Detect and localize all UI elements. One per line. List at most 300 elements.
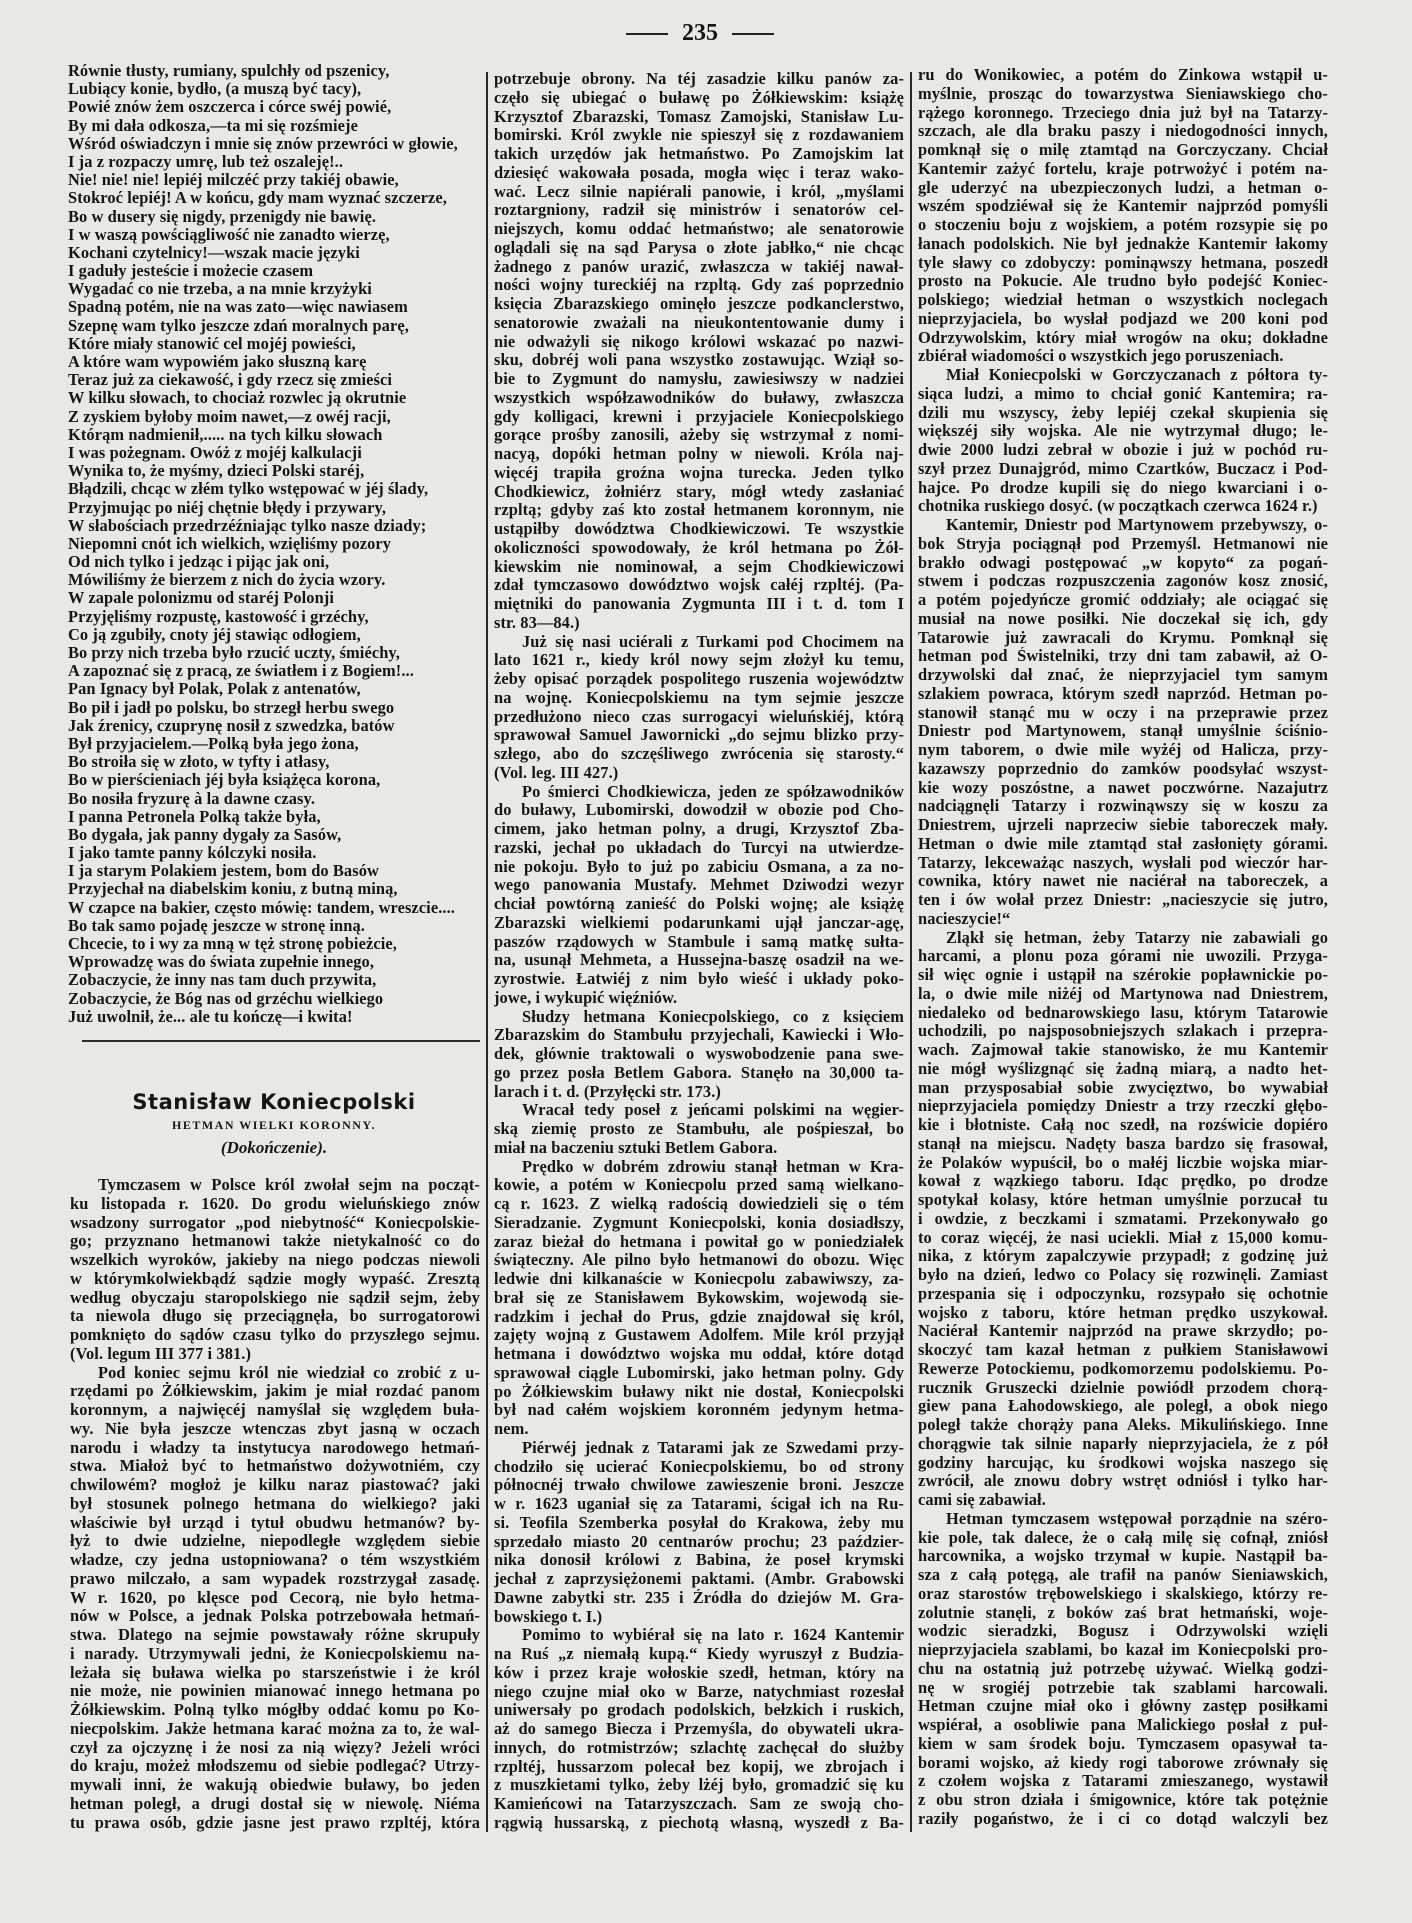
text-line: przespania się i odpoczynku, rozsypało się ochotnie	[918, 1284, 1328, 1303]
text-line: zaraz bieżał do hetmana i powitał go w poniedziałek	[494, 1232, 904, 1251]
poem-line: Bo w pierścieniach jéj była książęca korona,	[68, 771, 381, 790]
text-line: stanął na miejscu. Nadęty basza bardzo się frasował,	[918, 1134, 1328, 1153]
poem-line: Pan Ignacy był Polak, Polak z antenatów,	[68, 680, 361, 699]
paragraph	[918, 929, 1328, 1510]
text-line: Zląkł się hetman, żeby Tatarzy nie zabawiali go	[946, 928, 1328, 947]
poem-line: Lubiący konie, bydło, (a muszą być tacy),	[68, 80, 362, 99]
poem-line: A zapoznać się z pracą, ze światłem i z Bogiem!...	[68, 662, 414, 681]
text-line: bowskiego t. I.)	[494, 1607, 603, 1626]
text-line: zbiérał wiadomości o wszystkich jego poruszeniach.	[918, 347, 1284, 366]
poem-line: Jak źrenicy, czuprynę nosił z szwedzka, batów	[68, 716, 395, 735]
poem-line: Wynika to, że myśmy, dzieci Polski staréj,	[68, 462, 365, 481]
text-line: wach. Zajmował takie stanowisko, że mu Kantemir	[918, 1041, 1328, 1059]
text-line: nacieszycie!“	[918, 909, 1011, 928]
text-line: miętniki do panowania Zygmunta III i t. d. tom I	[494, 595, 904, 613]
paragraph	[494, 633, 904, 783]
article-column-2	[494, 70, 904, 1833]
text-line: szlakiem powraca, którym szedł naprzód. Hetman po-	[918, 684, 1328, 703]
text-line: z muszkietami tylko, żeby lżéj było, gromadzić się ku	[494, 1776, 904, 1795]
text-line: razski, jechał po układach do Turcyi na utwierdze-	[494, 838, 904, 857]
text-line: w którymkolwiekbądź sądzie mogły wypaść. Zresztą	[70, 1269, 480, 1288]
poem-line: Zobaczycie, że Bóg nas od grzéchu wielkiego	[68, 989, 384, 1008]
text-line: nika, z którym zapalczywie przypadł; z godzinę już	[918, 1247, 1328, 1266]
text-line: skoczyć tam kazał hetman z pułkiem Stanisławowi	[918, 1341, 1328, 1359]
text-line: zajęty wojną z Gustawem Adolfem. Mile król przyjął	[494, 1326, 904, 1345]
text-line: a potém pojedyńcze gromić oddziały; ale ociągać się	[918, 591, 1328, 609]
text-line: Hetman o dwie mile ztamtąd stał zasłonięty górami.	[918, 834, 1328, 853]
text-line: chodziło się ucierać Koniecpolskiemu, bo od strony	[494, 1457, 904, 1476]
poem-line: I w waszą powściągliwość nie zanadto wierzę,	[68, 225, 390, 244]
text-line: musiał na nowe posiłki. Nie doczekał się ich, gdy	[918, 609, 1328, 628]
text-line: wodzic sieradzki, Bogusz i Odrzywolski wzięli	[918, 1622, 1328, 1641]
text-line: rzędami po Żółkiewskim, jakim je miał rozdać panom	[70, 1382, 480, 1401]
text-line: chciał powtórną zanieść do Polski wojnę; ale książę	[494, 895, 904, 913]
text-line: leżała się buława wielka po starszeństwie i że król	[70, 1663, 480, 1682]
text-line: rzpltą; gdyby zaś kto został hetmanem koronnym, nie	[494, 501, 904, 520]
text-line: Zbarazskim do Stambułu przyjechali, Kawiecki i Wło-	[494, 1026, 904, 1045]
paragraph	[494, 1158, 904, 1439]
poem-line: Wprowadzę was do świata zupełnie innego,	[68, 953, 375, 972]
text-line: nieprzyjaciela szablami, bo kazał im Koniecpolski pro-	[918, 1641, 1328, 1659]
paragraph	[918, 66, 1328, 366]
text-line: mywali inni, że wakują obiedwie buławy, bo jeden	[70, 1776, 480, 1794]
text-line: dzili mu wszyscy, żeby lepiéj czekał skupienia się	[918, 403, 1328, 422]
page-number	[612, 20, 788, 47]
text-line: stanowił stanąć mu w oczy i na przeprawie przez	[918, 703, 1328, 722]
text-line: aż do samego Biecza i Przemyśla, do obywateli ukra-	[494, 1720, 904, 1738]
text-line: polskiego; wiedział hetman o wszystkich noclegach	[918, 291, 1328, 309]
text-line: Miał Koniecpolski w Gorczyczanach z półtora ty-	[946, 366, 1328, 384]
text-line: świąteczny. Ale pilno było hetmanowi do obozu. Więc	[494, 1251, 904, 1270]
article-column-3	[918, 66, 1328, 1829]
text-line: sza z całą potęgą, ale trafił na panów Sieniawskich,	[918, 1566, 1328, 1584]
text-line: go przez posła Betlem Gabora. Stanęło na 30,000 ta-	[494, 1063, 904, 1082]
text-line: Sieradzanie. Zygmunt Koniecpolski, konia dosiadłszy,	[494, 1213, 904, 1232]
poem-line: A które wam wypowiém jako słuszną karę	[68, 353, 367, 371]
text-line: Chodkiewicz, żołniérz stary, mógł wtedy zasłaniać	[494, 482, 904, 501]
text-line: wspiérał, a osobliwie pana Malickiego posłał z puł-	[918, 1716, 1328, 1734]
text-line: Prędko w dobrém zdrowiu stanął hetman w Kra-	[522, 1157, 904, 1176]
text-line: niecpolskim. Jakże hetmana karać można za to, że wal-	[70, 1719, 480, 1738]
text-line: władze, czy jedna ustopniowana? o tém wszystkiém	[70, 1551, 480, 1569]
article-note: (Dokończenie).	[220, 1138, 328, 1157]
text-line: rągwią hussarską, z piechotą własną, wyszedł z Ba-	[494, 1813, 904, 1832]
text-line: i narady. Utrzymywali jedni, że Koniecpolskiemu na-	[70, 1644, 480, 1663]
text-line: że Polaków wypuścił, bo o małéj liczbie wojska miar-	[918, 1153, 1328, 1172]
text-line: nadciągnęli Tatarzy i rozwinąwszy się w koszu za	[918, 797, 1328, 816]
text-line: Wracał tedy poseł z jeńcami polskimi na węgier-	[522, 1101, 904, 1120]
paragraph	[494, 70, 904, 633]
poem-line: Bo stroiła się w złoto, w tyfty i atłasy,	[68, 753, 330, 772]
text-line: chu na ostatnią już potrzebę używać. Wielką godzi-	[918, 1659, 1328, 1678]
poem-line: Był przyjacielem.—Polką była jego żona,	[68, 734, 359, 753]
poem-line: I jako tamte panny kólczyki nosiła.	[68, 844, 317, 863]
text-line: kiewskim nie nominował, a sejm Chodkiewiczowi	[494, 557, 904, 576]
column-rule-1	[486, 72, 488, 1832]
text-line: nów w Polsce, a jednak Polska potrzebowała hetmań-	[70, 1607, 480, 1626]
poem-line: Bo tak samo pojadę jeszcze w stronę inną.	[68, 916, 365, 935]
poem-line: Kochani czytelnicy!—wszak macie języki	[68, 243, 360, 262]
poem-line: Z zyskiem byłoby moim nawet,—z owéj racji,	[68, 407, 391, 426]
text-line: dek, głównie traktowali o wyswobodzenie pana swe-	[494, 1045, 904, 1063]
text-line: stwa. Dlatego na sejmie powstawały różne skrupuły	[70, 1626, 480, 1644]
text-line: rzpltéj, hussarzom polecał bez kopij, we zbrojach i	[494, 1757, 904, 1776]
article-title: Stanisław Koniecpolski	[132, 1090, 416, 1114]
poem-line: Zobaczycie, że inny nas tam duch przywita,	[68, 971, 377, 990]
text-line: ledwie dni kilkanaście w Koniecpolu zabawiwszy, za-	[494, 1270, 904, 1288]
poem-line: Nie! nie! nie! lepiéj milczéć przy takiéj obawie,	[68, 171, 399, 190]
text-line: niedaleko od bednarowskiego lasu, którym Tatarowie	[918, 1003, 1328, 1022]
text-line: harcownika, a wojsko trzymał w kupie. Nastąpił ba-	[918, 1547, 1328, 1566]
text-line: radzkim i jechał do Prus, gdzie znajdował się król,	[494, 1307, 904, 1326]
text-line: był stosunek polnego hetmana do wielkiego? jaki	[70, 1494, 480, 1513]
article-column-1	[70, 1176, 480, 1832]
poem-line: I panna Petronela Polką także była,	[68, 807, 321, 826]
paragraph	[494, 1101, 904, 1157]
text-line: Pod koniec sejmu król nie wiedział co zrobić z u-	[98, 1363, 480, 1382]
text-line: rucznik Gruszecki dzielnie powiódł przodem chorą-	[918, 1378, 1328, 1397]
text-line: raziły pogaństwo, że i ci co dotąd walczyli bez	[918, 1809, 1328, 1828]
poem-line: Od nich tylko i jedząc i pijąc jak oni,	[68, 553, 330, 572]
text-line: i owdzie, z beczkami i szmatami. Przekonywało go	[918, 1209, 1328, 1228]
text-line: z obu stron działa i śmigownice, które tak potężnie	[918, 1791, 1328, 1809]
poem-line: I ja z rozpaczy umrę, lub też oszaleję!..	[68, 152, 344, 171]
poem-line: W kilku słowach, to chociaż rozwlec ją okrutnie	[68, 389, 407, 408]
poem-line: Szepnę wam tylko jeszcze zdań moralnych parę,	[68, 316, 409, 335]
text-line: jowe, i wykupić więźniów.	[494, 988, 678, 1007]
text-line: na Ruś „z niemałą kupą.“ Kiedy wyruszył z Budzia-	[494, 1645, 904, 1663]
poem-line: Chcecie, to i wy za mną w tęż stronę pobieżcie,	[68, 935, 397, 953]
paragraph	[494, 1008, 904, 1102]
text-line: nie mógł wyślizgnąć się żadną miarą, a nadto het-	[918, 1059, 1328, 1078]
text-line: kie wozy poszóstne, a nawet poczwórne. Nazajutrz	[918, 778, 1328, 797]
text-line: Krzysztof Zbarazski, Tomasz Zamojski, Stanisław Lu-	[494, 107, 904, 126]
text-line: cimem, jako hetman polny, a drugi, Krzysztof Zba-	[494, 820, 904, 838]
text-line: Żółkiewskim. Polną tylko mógłby oddać komu po Ko-	[70, 1701, 480, 1719]
text-line: hajce. Po drodze kupili się do niego kwarciani i o-	[918, 478, 1328, 497]
poem-line: Bo w dusery się nigdy, przenigdy nie bawię.	[68, 207, 377, 226]
poem-line: Teraz już za ciekawość, i gdy rzecz się zmieści	[68, 371, 393, 390]
text-line: stwem i podczas rozpuszczenia zagonów kosz znosić,	[918, 572, 1328, 591]
text-line: po Żółkiewskim buławy nikt nie dostał, Koniecpolski	[494, 1382, 904, 1401]
text-line: la, o dwie mile niżéj od Martynowa nad Dniestrem,	[918, 984, 1328, 1003]
text-line: sprawował ciągle Lubomirski, jako hetman polny. Gdy	[494, 1363, 904, 1382]
poem-line: Które miały stanowić cel mojéj powieści,	[68, 334, 356, 353]
paragraph	[70, 1364, 480, 1833]
text-line: W r. 1620, po klęsce pod Cecorą, nie było hetma-	[70, 1588, 480, 1607]
text-line: sił więc ognie i ustąpił na szérokie popławnickie po-	[918, 966, 1328, 984]
text-line: wsadzony surrogator „pod niebytność“ Koniecpolskie-	[70, 1213, 480, 1232]
text-line: Kantemir zażyć fortelu, kraje potrwożyć i potém na-	[918, 159, 1328, 178]
text-line: szczach, ale dla braku paszy i niedogodności innych,	[918, 122, 1328, 141]
text-line: prawo milczało, a sam wypadek rozstrzygał zasadę.	[70, 1569, 480, 1588]
text-line: pomknięto do sądów czasu tylko do przyszłego sejmu.	[70, 1326, 480, 1344]
poem-line: Bo nosiła fryzurę à la dawne czasy.	[68, 789, 316, 808]
text-line: spotykał kolasy, które hetman umyślnie porzucał tu	[918, 1191, 1328, 1209]
text-line: nem.	[494, 1420, 529, 1438]
article-subtitle: HETMAN WIELKI KORONNY.	[171, 1118, 377, 1132]
text-line: Tymczasem w Polsce król zwołał sejm na począt-	[98, 1176, 480, 1194]
text-line: według obyczaju staropolskiego nie sądził sejm, żeby	[70, 1288, 480, 1307]
text-line: wojsko z taboru, które hetman prędko uszykował.	[918, 1303, 1328, 1322]
text-line: kie pole, tak dalece, że o całą milę się cofnął, zniósł	[918, 1528, 1328, 1547]
text-line: księcia Zbarazskiego ominęło jeszcze podkanclerstwo,	[494, 295, 904, 313]
text-line: prosto na Pokucie. Ale trudno było podejść Koniec-	[918, 272, 1328, 291]
poem-line: Już uwolnił, że... ale tu kończę—i kwita!	[68, 1007, 353, 1026]
text-line: rążego koronnego. Trzeciego dnia już był na Tatarzy-	[918, 103, 1328, 122]
text-line: Hetman tymczasem wstępował porządnie na széro-	[946, 1509, 1328, 1528]
text-line: Hetman czujne miał oko i główny zastęp posiłkami	[918, 1697, 1328, 1716]
text-line: innych, do rotmistrzów; szlachtę zachęcał do służby	[494, 1738, 904, 1757]
text-line: Zbarazski wielkiemi podarunkami ujął janczar-agę,	[494, 913, 904, 932]
page-number-text: 235	[682, 20, 718, 46]
text-line: bie to Zygmunt do namysłu, zawiesiwszy w nadziei	[494, 370, 904, 388]
text-line: gdy kolligaci, krewni i przyjaciele Koniecpolskiego	[494, 407, 904, 426]
poem-line: I was pożegnam. Owóż z mojéj kalkulacji	[68, 443, 362, 462]
text-line: man przysposabiał sobie zwycięztwo, bo wywabiał	[918, 1078, 1328, 1097]
text-line: Piérwéj jednak z Tatarami jak ze Szwedami przy-	[522, 1438, 904, 1457]
text-line: chwilowém? mogłoż je kilku naraz piastować? jaki	[70, 1476, 480, 1494]
text-line: nika donosił królowi z Babina, że poseł krymski	[494, 1551, 904, 1570]
text-line: Dawne zabytki str. 235 i Źródła do dziejów M. Gra-	[494, 1588, 904, 1607]
text-line: cownika, który nawet nie naciérał na taboreczek, a	[918, 872, 1328, 891]
text-line: str. 83—84.)	[494, 613, 580, 632]
text-line: myślnie, prosząc do towarzystwa Sieniawskiego cho-	[918, 84, 1328, 103]
poem-line: Przyjechał na diabelskim koniu, z butną miną,	[68, 880, 398, 899]
text-line: tyle sławy co zdobyczy: pominąwszy hetmana, poszedł	[918, 253, 1328, 272]
text-line: dwie 2000 ludzi zebrał w obozie i już w pochód ru-	[918, 441, 1328, 459]
text-line: brakło odwagi postępować „w kopyto“ za pogań-	[918, 553, 1328, 572]
text-line: go; przyznano hetmanowi także nietykalność co do	[70, 1232, 480, 1251]
text-line: (Vol. legum III 377 i 381.)	[70, 1344, 252, 1363]
text-line: cą r. 1623. Z wielką radością dowiedzieli się o tém	[494, 1195, 904, 1213]
poem-line: Bo pił i jadł po polsku, bo strzegł herbu swego	[68, 698, 395, 717]
paragraph	[918, 516, 1328, 929]
text-line: borami wojsko, aż kiedy rogi taborowe zrównały się	[918, 1753, 1328, 1772]
text-line: zwrócił, ale znowu dobry wstręt odniósł i tylko har-	[918, 1472, 1328, 1491]
poem-column	[68, 62, 482, 1026]
text-line: ustąpiłby dowództwa Chodkiewiczowi. Te wszystkie	[494, 520, 904, 538]
poem-line: Mówiliśmy że bierzem z nich do życia wzory.	[68, 571, 386, 590]
text-line: kował z wązkiego taboru. Idąc prędko, po drodze	[918, 1172, 1328, 1191]
text-line: ten i ów wołał przez Dniestr: „nacieszycie się jutro,	[918, 891, 1328, 909]
text-line: ru do Wonikowiec, a potém do Zinkowa wstąpił u-	[918, 66, 1328, 84]
text-line: stwa. Miałoż być to hetmaństwo dożywotniém, czy	[70, 1457, 480, 1476]
text-line: miał na baczeniu sztuki Betlem Gabora.	[494, 1138, 778, 1157]
text-line: gle uderzyć na ubezpieczonych ludzi, a hetman o-	[918, 178, 1328, 197]
text-line: koronnym, a najwięcéj namyślał się względem buła-	[70, 1401, 480, 1419]
text-line: niego czujne miał oko w Barze, natychmiast rozesłał	[494, 1682, 904, 1701]
text-line: potrzebuje obrony. Na téj zasadzie kilku panów za-	[494, 70, 904, 88]
text-line: na wojnę. Koniecpolskiemu na tym sejmie jeszcze	[494, 688, 904, 707]
text-line: cami się zabawiał.	[918, 1491, 1046, 1509]
poem-line: Równie tłusty, rumiany, spulchły od pszenicy,	[68, 62, 390, 80]
text-line: Kantemir, Dniestr pod Martynowem przebywszy, o-	[946, 516, 1328, 534]
text-line: właściwie był urząd i tytuł obudwu hetmanów? by-	[70, 1513, 480, 1532]
text-line: chotnika ruskiego dosyć. (w początkach czerwca 1624 r.)	[918, 497, 1318, 516]
text-line: bomirski. Król zwykle nie spieszył się z rozdawaniem	[494, 126, 904, 145]
text-line: Rewerze Potockiemu, podkomorzemu podolskiemu. Po-	[918, 1359, 1328, 1378]
poem-line: Stokroć lepiéj! A w końcu, gdy mam wyznać szczerze,	[68, 189, 447, 208]
text-line: uniwersały po grodach podolskich, bełzkich i ruskich,	[494, 1701, 904, 1720]
text-line: oraz starostów trębowelskiego i skalskiego, którzy re-	[918, 1584, 1328, 1603]
text-line: o stoczeniu boju z wojskiem, a potém rozsypie się po	[918, 216, 1328, 234]
text-line: brał się ze Stanisławem Bykowskim, wojewodą sie-	[494, 1288, 904, 1307]
text-line: nie może, nie powinien mianować innego hetmana po	[70, 1682, 480, 1701]
text-line: dziesięć wakowała posada, mogła więc i teraz wako-	[494, 163, 904, 182]
poem-line: Bo dygała, jak panny dygały za Sasów,	[68, 825, 342, 844]
text-line: pomknął się o milę ztamtąd na Gorczyczany. Chciał	[918, 141, 1328, 159]
text-line: hetman pod Świstelniki, trzy dni tam zabawił, aż O-	[918, 647, 1328, 666]
text-line: jechał z zaprzysiężonemi paktami. (Ambr. Grabowski	[494, 1570, 904, 1588]
poem-line: Niepomni cnót ich wielkich, wzięliśmy pozory	[68, 534, 392, 553]
text-line: wszém spodziéwał się że Kantemir najprzód pomyśli	[918, 197, 1328, 216]
poem-line: Spadną potém, nie na was zato—więc nawiasem	[68, 298, 408, 317]
text-line: Dniestrem, ujrzeli naprzeciw siebie taboreczek mały.	[918, 816, 1328, 834]
text-line: roztargniony, radził się ministrów i senatorów cel-	[494, 201, 904, 220]
text-line: sku, dobréj woli pana wszystko zostawując. Wziął so-	[494, 351, 904, 370]
text-line: nę w srogiéj potrzebie tak szablami harcowali.	[918, 1678, 1328, 1697]
text-line: drzywolski dał znać, że nieprzyjaciel tym samym	[918, 666, 1328, 684]
section-divider	[82, 1040, 480, 1042]
text-line: giew pana Łahodowskiego, ale poległ, a obok niego	[918, 1397, 1328, 1416]
text-line: łanach podolskich. Nie był jednakże Kantemir łakomy	[918, 234, 1328, 253]
text-line: było na dzień, ledwo co Polacy się rozwinęli. Zamiast	[918, 1266, 1328, 1284]
text-line: ków i przez kraje wołoskie szedł, hetman, który na	[494, 1663, 904, 1682]
paragraph	[918, 366, 1328, 516]
text-line: uchodzili, po najsposobniejszych szlakach i przepra-	[918, 1022, 1328, 1041]
text-line: Tatarowie już zawracali do Krymu. Pomknął się	[918, 628, 1328, 647]
text-line: takich urzędów jak hetmaństwo. Po Zamojskim lat	[494, 145, 904, 163]
text-line: Słudzy hetmana Koniecpolskiego, co z księciem	[522, 1007, 904, 1026]
text-line: ności wojny tureckiéj na rzpltą. Gdy zaś poprzednio	[494, 276, 904, 295]
text-line: częło się ubiegać o buławę po Żółkiewskim: książę	[494, 88, 904, 107]
text-line: niejszych, komu oddać hetmaństwo; ale senatorowie	[494, 220, 904, 238]
paragraph	[70, 1176, 480, 1364]
text-line: sprzedało miasto 20 centnarów prochu; 23 paździer-	[494, 1532, 904, 1551]
text-line: Odrzywolskim, który miał wrogów na oku; dokładne	[918, 328, 1328, 347]
text-line: si. Teofila Szemberka posyłał do Krakowa, żeby mu	[494, 1513, 904, 1532]
column-rule-2	[910, 72, 912, 1832]
text-line: ską ziemię prosto ze Stambułu, ale pośpieszał, bo	[494, 1120, 904, 1138]
poem-line: I gaduły jesteście i możecie czasem	[68, 262, 314, 281]
text-line: Pomimo to wybiérał się na lato r. 1624 Kantemir	[522, 1626, 904, 1645]
poem-line: I ja starym Polakiem jestem, bom do Basów	[68, 862, 379, 881]
text-line: godziny harcując, ku środkowi wojska naszego się	[918, 1453, 1328, 1472]
text-line: do kraju, możeż młodszemu od siebie podlegać? Utrzy-	[70, 1757, 480, 1776]
text-line: ta niewola długo się przeciągnęła, bo surrogatorowi	[70, 1307, 480, 1326]
poem-line: By mi dała odkosza,—ta mi się rozśmieje	[68, 116, 358, 135]
paragraph	[494, 783, 904, 1008]
poem-line: Błądzili, chcąc w złém tylko wstępować w jéj ślady,	[68, 480, 429, 499]
text-line: łyż to dwie udzielne, niepodległe względem siebie	[70, 1532, 480, 1551]
poem-line: W słabościach przedrzéźniając tylko nasze dziady;	[68, 516, 427, 535]
text-line: kowie, a potém w Koniecpolu przed samą wielkano-	[494, 1176, 904, 1195]
poem-line: Powié znów żem oszczerca i córce swéj powié,	[68, 98, 392, 117]
text-line: żadnego z panów urazić, zwłaszcza w takiéj nawał-	[494, 257, 904, 276]
text-line: oglądali się na sąd Parysa o złote jabłko,“ nie chcąc	[494, 238, 904, 257]
text-line: wszelkich wyroków, jakieby na niego podczas niewoli	[70, 1251, 480, 1269]
text-line: wego panowania Mustafy. Mehmet Dziwodzi wezyr	[494, 876, 904, 895]
text-line: w r. 1623 uganiał się za Tatarami, ścigał ich na Ru-	[494, 1495, 904, 1513]
text-line: kazawszy poprzednio do zamków poodsyłać wszyst-	[918, 759, 1328, 778]
poem-line: Bo przy nich trzeba było rzucić uczty, śmiéchy,	[68, 644, 401, 662]
text-line: czył za ojczyznę i że nosi za nią więzy? Jeżeli wróci	[70, 1738, 480, 1757]
text-line: kie i błotniste. Całą noc szedł, na rozświcie dopiéro	[918, 1116, 1328, 1134]
text-line: paszów rządowych w Stambule i samą matkę sułta-	[494, 932, 904, 951]
text-line: chorągwie tak silnie naparły nieprzyjaciela, że z pół	[918, 1434, 1328, 1453]
text-line: większéj siły wojska. Ale nie wytrzymał długo; le-	[918, 422, 1328, 441]
poem-line: Wygadać co nie trzeba, a na mnie krzyżyki	[68, 280, 372, 299]
page-number-dash-right	[732, 33, 774, 35]
text-line: Kamieńcowi na Tatarzyszczach. Sam ze swoją cho-	[494, 1795, 904, 1813]
text-line: gorące prośby zanosili, ażeby się wstrzymał z nomi-	[494, 426, 904, 445]
text-line: Dniestr pod Martynowem, stanął umyślnie ściśnio-	[918, 722, 1328, 741]
text-line: tu prawa osób, gdzie jasne jest prawo rzpltéj, która	[70, 1813, 480, 1832]
text-line: zyrostwie. Łatwiéj z nim było wieść i układy poko-	[494, 970, 904, 988]
text-line: (Vol. leg. III 427.)	[494, 763, 619, 782]
text-line: z czołem wojska z Tatarami zmieszanego, wystawił	[918, 1772, 1328, 1791]
text-line: nieprzyjaciela pomiędzy Dniestr a trzy rzeczki głębo-	[918, 1097, 1328, 1116]
text-line: poległ także chorąży pana Aleks. Mikulińskiego. Inne	[918, 1416, 1328, 1434]
text-line: senatorowie zważali na nieukontentowanie dumy i	[494, 313, 904, 332]
poem-line: W czapce na bakier, często mówię: tandem, wreszcie....	[68, 898, 456, 917]
text-line: Naciérał Kantemir najprzód na prawe skrzydło; po-	[918, 1322, 1328, 1341]
text-line: szył przez Dunajgród, mimo Czartków, Buczacz i Pod-	[918, 459, 1328, 478]
poem-line: Którąm nadmienił,..... na tych kilku słowach	[68, 425, 383, 444]
text-line: nym taborem, o dwie mile wyżéj od Halicza, przy-	[918, 741, 1328, 759]
text-line: szłego, abo do szczęśliwego zwrócenia się starosty.“	[494, 745, 904, 763]
text-line: był nad całém wojskiem koronném jedynym hetma-	[494, 1401, 904, 1420]
poem-line: Przyjęliśmy rozpustę, kastowość i grzéchy,	[68, 607, 369, 626]
text-line: Już się nasi uciérali z Turkami pod Chocimem na	[522, 632, 904, 651]
poem-line: Przyjmując po niéj chętnie błędy i przywary,	[68, 498, 387, 517]
text-line: to coraz więcéj, że nasi uciekli. Miał z 15,000 komu-	[918, 1228, 1328, 1247]
text-line: więcéj trapiła groźna wojna turecka. Jeden tylko	[494, 463, 904, 482]
text-line: zolutnie stanęli, z boków zaś brat hetmański, woje-	[918, 1603, 1328, 1622]
text-line: nacyą, dopóki hetman polny w niewoli. Króla naj-	[494, 445, 904, 463]
paragraph	[918, 1510, 1328, 1829]
text-line: okoliczności spowodowały, że król hetmana po Żół-	[494, 538, 904, 557]
text-line: bok Stryja pociągnął pod Przemyśl. Hetmanowi nie	[918, 534, 1328, 553]
poem-line: Co ją zgubiły, cnoty jéj stawiąc odłogiem,	[68, 625, 361, 644]
page-number-dash-left	[626, 33, 668, 35]
text-line: nie pokoju. Było to już po zabiciu Osmana, a za no-	[494, 857, 904, 876]
text-line: wy. Nie była jeszcze wtenczas zbyt jasną w oczach	[70, 1419, 480, 1438]
paragraph	[494, 1439, 904, 1627]
text-line: żeby opisać porządek pospolitego ruszenia województw	[494, 670, 904, 688]
text-line: kiem w sam środek boju. Tymczasem opasywał ta-	[918, 1734, 1328, 1753]
text-line: do buławy, Lubomirski, dowodził w obozie pod Cho-	[494, 801, 904, 820]
text-line: na, usunął Mehmeta, a Hussejna-baszę osadził na we-	[494, 951, 904, 970]
text-line: hetmana i dowództwo wojska mu oddał, które dotąd	[494, 1345, 904, 1363]
text-line: hetman poległ, a drugi dostał się w niewolę. Niéma	[70, 1794, 480, 1813]
poem-line: Wśród oświadczyn i mnie się znów przewróci w głowie,	[68, 134, 458, 153]
text-line: wać. Lecz silnie napiérali panowie, i król, „myślami	[494, 182, 904, 201]
text-line: północnéj trwało chwilowe zawieszenie broni. Jeszcze	[494, 1476, 904, 1495]
text-line: larach i t. d. (Przyłęcki str. 173.)	[494, 1082, 721, 1101]
text-line: zdał tymczasowo dowództwo wojsk całéj rzpltéj. (Pa-	[494, 576, 904, 595]
text-line: Tatarzy, lekceważąc naszych, wysłali pod wieczór har-	[918, 853, 1328, 872]
text-line: lato 1621 r., kiedy król nowy sejm złożył ku temu,	[494, 651, 904, 670]
text-line: przedłużono nieco czas surrogacyi wieluńskiéj, którą	[494, 707, 904, 726]
text-line: sprawował Samuel Jawornicki „do sejmu blizko przy-	[494, 726, 904, 745]
text-line: siąca ludzi, a mimo to chciał gonić Kantemira; ra-	[918, 384, 1328, 403]
text-line: Po śmierci Chodkiewicza, jeden ze spółzawodników	[522, 782, 904, 801]
text-line: nie odważyli się nikogo królowi wskazać po nazwi-	[494, 332, 904, 351]
text-line: narodu i władzy ta instytucya narodowego hetmań-	[70, 1438, 480, 1457]
text-line: ku listopada r. 1620. Do grodu wieluńskiego znów	[70, 1194, 480, 1213]
